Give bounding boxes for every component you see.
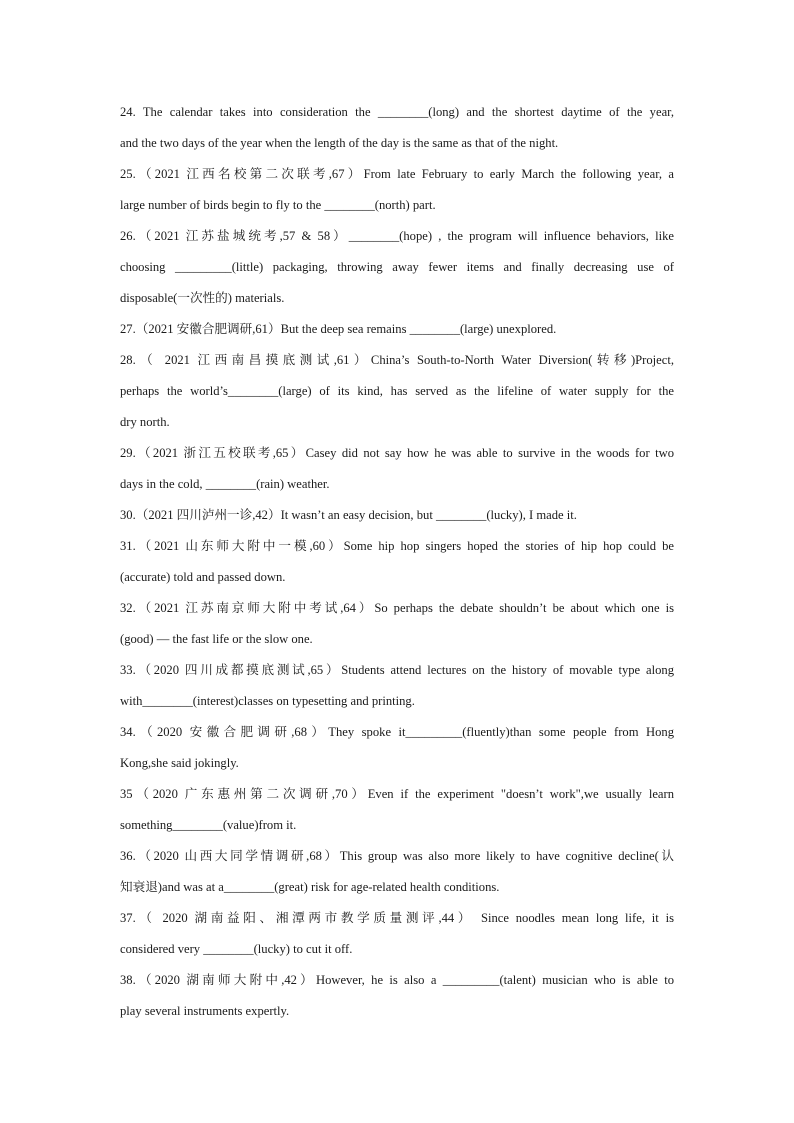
text-line: Kong,she said jokingly. bbox=[120, 756, 239, 770]
text-line: (good) — the fast life or the slow one. bbox=[120, 632, 313, 646]
text-line: large number of birds begin to fly to the ________(north) part. bbox=[120, 198, 436, 212]
document-page bbox=[120, 97, 674, 1027]
text-line: with________(interest)classes on typesetting and printing. bbox=[120, 694, 415, 708]
text-line: 36.（2020 山西大同学情调研,68）This group was also more likely to have cognitive decline(认 bbox=[120, 849, 674, 863]
text-line: 38.（2020 湖南师大附中,42）However, he is also a _________(talent) musician who is able to bbox=[120, 973, 674, 987]
text-line: choosing _________(little) packaging, throwing away fewer items and finally decreasing use of bbox=[120, 260, 674, 274]
text-line: 34.（2020 安徽合肥调研,68）They spoke it_________(fluently)than some people from Hong bbox=[120, 725, 674, 739]
text-line: days in the cold, ________(rain) weather. bbox=[120, 477, 330, 491]
text-line: 37.（ 2020 湖南益阳、湘潭两市教学质量测评,44） Since noodles mean long life, it is bbox=[120, 911, 674, 925]
text-line: 30.（2021 四川泸州一诊,42）It wasn’t an easy decision, but ________(lucky), I made it. bbox=[120, 508, 577, 522]
text-line: 26.（2021 江苏盐城统考,57 & 58）________(hope) , the program will influence behaviors, like bbox=[120, 229, 674, 243]
text-line: 33.（2020 四川成都摸底测试,65）Students attend lectures on the history of movable type along bbox=[120, 663, 674, 677]
text-line: 25.（2021 江西名校第二次联考,67）From late February to early March the following year, a bbox=[120, 167, 674, 181]
text-line: 知衰退)and was at a________(great) risk for age-related health conditions. bbox=[120, 880, 500, 894]
text-line: perhaps the world’s________(large) of its kind, has served as the lifeline of water supply for the bbox=[120, 384, 674, 398]
text-line: 27.（2021 安徽合肥调研,61）But the deep sea remains ________(large) unexplored. bbox=[120, 322, 557, 336]
text-line: dry north. bbox=[120, 415, 170, 429]
text-line: 29.（2021 浙江五校联考,65）Casey did not say how he was able to survive in the woods for two bbox=[120, 446, 674, 460]
text-line: 32.（2021 江苏南京师大附中考试,64）So perhaps the debate shouldn’t be about which one is bbox=[120, 601, 674, 615]
text-line: 31.（2021 山东师大附中一模,60）Some hip hop singers hoped the stories of hip hop could be bbox=[120, 539, 674, 553]
text-line: 35（2020 广东惠州第二次调研,70）Even if the experiment "doesn’t work",we usually learn bbox=[120, 787, 674, 801]
text-line: and the two days of the year when the length of the day is the same as that of the night. bbox=[120, 136, 559, 150]
text-line: play several instruments expertly. bbox=[120, 1004, 290, 1018]
text-line: (accurate) told and passed down. bbox=[120, 570, 286, 584]
text-line: 24. The calendar takes into consideration the ________(long) and the shortest daytime of the year, bbox=[120, 105, 674, 119]
text-line: considered very ________(lucky) to cut it off. bbox=[120, 942, 353, 956]
text-line: 28.（ 2021 江西南昌摸底测试,61）China’s South-to-North Water Diversion(转移)Project, bbox=[120, 353, 674, 367]
text-line: something________(value)from it. bbox=[120, 818, 297, 832]
text-line: disposable(一次性的) materials. bbox=[120, 291, 285, 305]
